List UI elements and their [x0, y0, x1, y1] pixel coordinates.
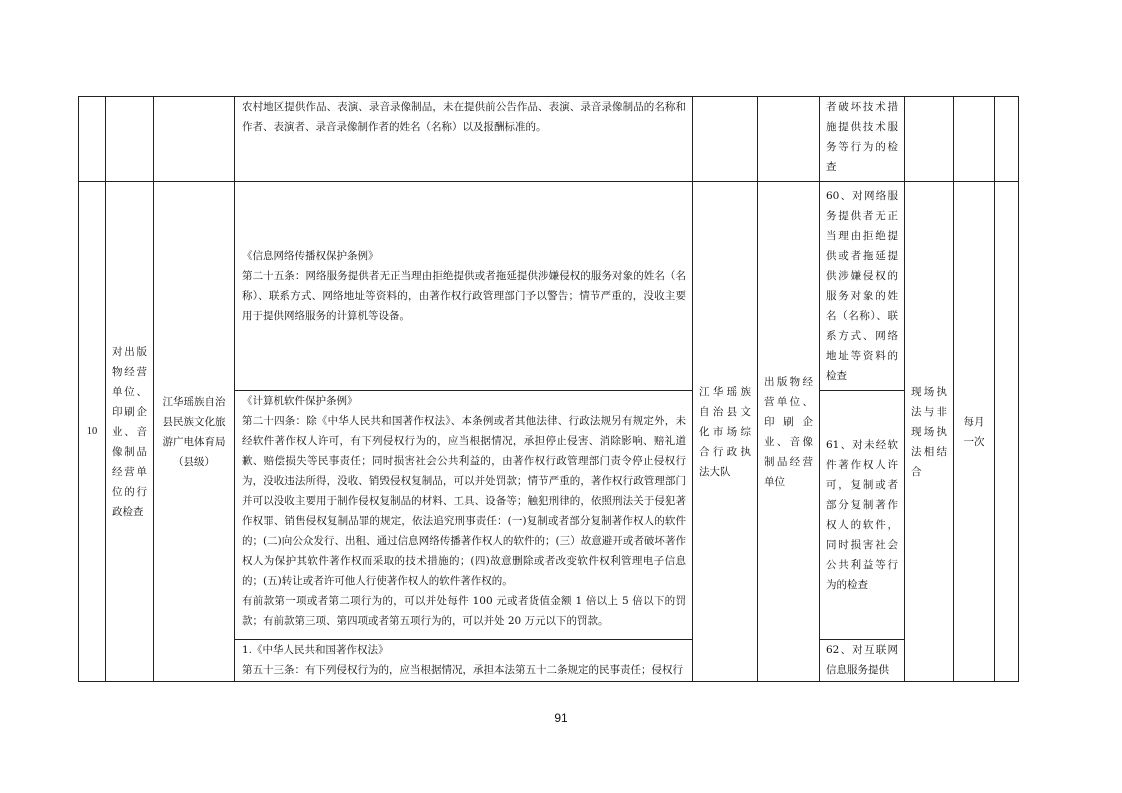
- inspection-item-text: 62、对互联网信息服务提供: [826, 644, 898, 676]
- cell-empty: [995, 97, 1019, 182]
- inspection-method: 现场执法与非现场执法相结合: [905, 182, 954, 682]
- inspection-table: [78, 96, 1019, 682]
- legal-basis-title: 1.《中华人民共和国著作权法》: [242, 644, 389, 656]
- legal-basis-cell: [235, 182, 693, 391]
- legal-basis-text: 农村地区提供作品、表演、录音录像制品，未在提供前公告作品、表演、录音录像制品的名称和作者、表演者、录音录像制作者的姓名（名称）以及报酬标准的。: [242, 101, 686, 133]
- legal-basis-text: 第二十五条：网络服务提供者无正当理由拒绝提供或者拖延提供涉嫌侵权的服务对象的姓名（名称）、联系方式、网络地址等资料的，由著作权行政管理部门予以警告；情节严重的，没收主要用于提供网络服务的计算机等设备。: [242, 270, 686, 322]
- row-number: 10: [79, 182, 106, 682]
- cell-empty: [905, 97, 954, 182]
- legal-basis-text: 第二十四条：除《中华人民共和国著作权法》、本条例或者其他法律、行政法规另有规定外，未经软件著作权人许可，有下列侵权行为的，应当根据情况，承担停止侵害、消除影响、赔礼道歉、赔偿损失等民事责任；同时损害社会公共利益的，由著作权行政管理部门责令停止侵权行为，没收违法所得，没收、销毁侵权复制品，可以并处罚款；情节严重的，著作权行政管理部门并可以没收主要用于制作侵权复制品的材料、工具、设备等；触犯刑律的，依照刑法关于侵犯著作权罪、销售侵权复制品罪的规定，依法追究刑事责任：(一)复制或者部分复制著作权人的软件的；(二)向公众发行、出租、通过信息网络传播著作权人的软件的；(三）故意避开或者破坏著作权人为保护其软件著作权而采取的技术措施的；(四)故意删除或者改变软件权利管理电子信息的；(五)转让或者许可他人行使著作权人的软件著作权的。: [242, 415, 686, 587]
- inspection-item-cell: [820, 640, 905, 682]
- inspection-item-cell: [820, 182, 905, 391]
- legal-basis-text: 第五十三条：有下列侵权行为的，应当根据情况，承担本法第五十二条规定的民事责任；侵权行: [242, 664, 683, 676]
- inspection-item-text: 者破坏技术措施提供技术服务等行为的检查: [826, 101, 898, 173]
- legal-basis-title: 《计算机软件保护条例》: [242, 395, 358, 407]
- cell-empty: [693, 97, 758, 182]
- inspection-item-text: 60、对网络服务提供者无正当理由拒绝提供或者拖延提供涉嫌侵权的服务对象的姓名（名称）、联系方式、网络地址等资料的检查: [826, 190, 898, 382]
- inspection-item-cell: [820, 391, 905, 640]
- cell-empty: [106, 97, 154, 182]
- legal-basis-cell: [235, 97, 693, 182]
- legal-basis-title: 《信息网络传播权保护条例》: [242, 250, 379, 262]
- enforcement-body: 江华瑶族自治县文化市场综合行政执法大队: [693, 182, 758, 682]
- inspection-item-text: 61、对未经软件著作权人许可，复制或者部分复制著作权人的软件，同时损害社会公共利益等行为的检查: [826, 439, 898, 591]
- inspection-name: 对出版物经营单位、印刷企业、音像制品经营单位的行政检查: [106, 182, 154, 682]
- responsible-department: 江华瑶族自治县民族文化旅游广电体育局（县级）: [154, 182, 235, 682]
- table-row-continued: [79, 97, 1019, 182]
- cell-empty: [154, 97, 235, 182]
- legal-basis-text: 有前款第一项或者第二项行为的，可以并处每件 100 元或者货值金额 1 倍以上 5 倍以下的罚款；有前款第三项、第四项或者第五项行为的，可以并处 20 万元以下的罚款。: [242, 595, 686, 627]
- cell-empty: [954, 97, 995, 182]
- legal-basis-cell: [235, 391, 693, 640]
- inspection-item-cell: [820, 97, 905, 182]
- table-row: [79, 182, 1019, 391]
- legal-basis-cell: [235, 640, 693, 682]
- cell-empty: [758, 97, 820, 182]
- inspection-frequency: 每月一次: [954, 182, 995, 682]
- page-number: 91: [554, 711, 568, 725]
- cell-empty: [995, 182, 1019, 682]
- inspection-target: 出版物经营单位、印刷企业、音像制品经营单位: [758, 182, 820, 682]
- cell-empty: [79, 97, 106, 182]
